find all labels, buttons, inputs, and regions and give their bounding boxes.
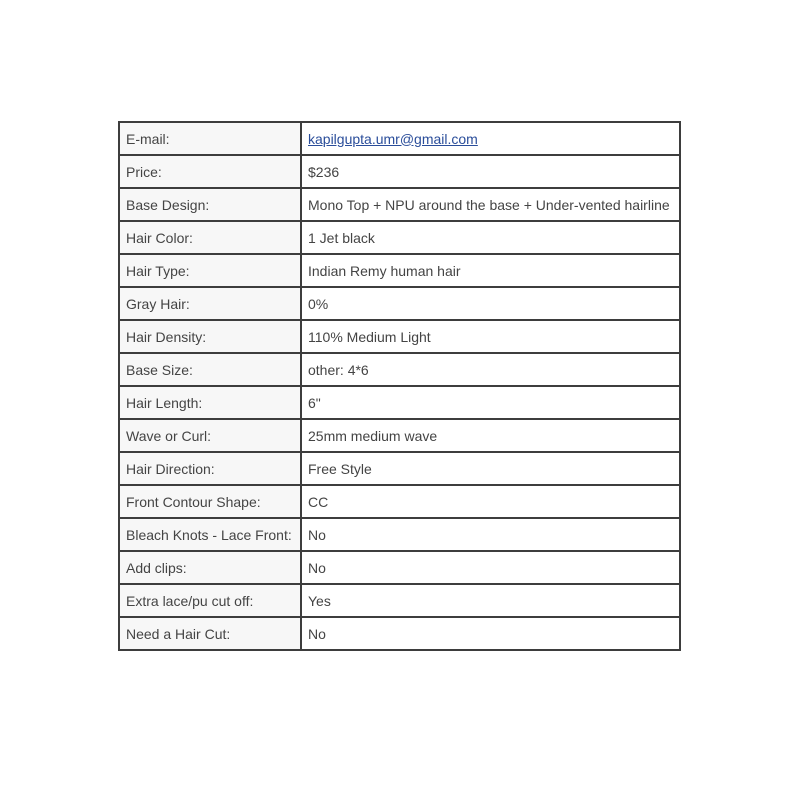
row-label-gray-hair: Gray Hair: bbox=[119, 287, 301, 320]
row-label-bleach-knots: Bleach Knots - Lace Front: bbox=[119, 518, 301, 551]
row-value-gray-hair: 0% bbox=[301, 287, 680, 320]
row-value-hair-density: 110% Medium Light bbox=[301, 320, 680, 353]
table-row bbox=[119, 386, 680, 419]
row-label-hair-density: Hair Density: bbox=[119, 320, 301, 353]
row-value-add-clips: No bbox=[301, 551, 680, 584]
table-row bbox=[119, 551, 680, 584]
row-label-email: E-mail: bbox=[119, 122, 301, 155]
row-label-hair-color: Hair Color: bbox=[119, 221, 301, 254]
row-label-front-contour-shape: Front Contour Shape: bbox=[119, 485, 301, 518]
table-row bbox=[119, 353, 680, 386]
row-label-price: Price: bbox=[119, 155, 301, 188]
row-value-extra-lace-cut-off: Yes bbox=[301, 584, 680, 617]
row-label-base-design: Base Design: bbox=[119, 188, 301, 221]
row-label-extra-lace-cut-off: Extra lace/pu cut off: bbox=[119, 584, 301, 617]
table-row bbox=[119, 452, 680, 485]
table-row bbox=[119, 155, 680, 188]
row-label-hair-type: Hair Type: bbox=[119, 254, 301, 287]
row-value-price: $236 bbox=[301, 155, 680, 188]
row-value-base-design: Mono Top + NPU around the base + Under-vented hairline bbox=[301, 188, 680, 221]
row-label-need-hair-cut: Need a Hair Cut: bbox=[119, 617, 301, 650]
table-row bbox=[119, 188, 680, 221]
row-value-wave-or-curl: 25mm medium wave bbox=[301, 419, 680, 452]
row-value-need-hair-cut: No bbox=[301, 617, 680, 650]
row-value-bleach-knots: No bbox=[301, 518, 680, 551]
row-value-hair-direction: Free Style bbox=[301, 452, 680, 485]
table-row bbox=[119, 320, 680, 353]
table-row bbox=[119, 485, 680, 518]
email-link[interactable]: kapilgupta.umr@gmail.com bbox=[308, 130, 478, 147]
row-label-hair-length: Hair Length: bbox=[119, 386, 301, 419]
table-row bbox=[119, 584, 680, 617]
table-row bbox=[119, 287, 680, 320]
row-label-base-size: Base Size: bbox=[119, 353, 301, 386]
table-row bbox=[119, 617, 680, 650]
table-row bbox=[119, 221, 680, 254]
row-value-front-contour-shape: CC bbox=[301, 485, 680, 518]
row-label-wave-or-curl: Wave or Curl: bbox=[119, 419, 301, 452]
row-value-email bbox=[301, 122, 680, 155]
table-row bbox=[119, 122, 680, 155]
row-value-base-size: other: 4*6 bbox=[301, 353, 680, 386]
table-row bbox=[119, 518, 680, 551]
row-value-hair-color: 1 Jet black bbox=[301, 221, 680, 254]
row-label-hair-direction: Hair Direction: bbox=[119, 452, 301, 485]
table-row bbox=[119, 254, 680, 287]
row-value-hair-length: 6" bbox=[301, 386, 680, 419]
order-details-table bbox=[118, 121, 681, 651]
table-row bbox=[119, 419, 680, 452]
row-value-hair-type: Indian Remy human hair bbox=[301, 254, 680, 287]
row-label-add-clips: Add clips: bbox=[119, 551, 301, 584]
